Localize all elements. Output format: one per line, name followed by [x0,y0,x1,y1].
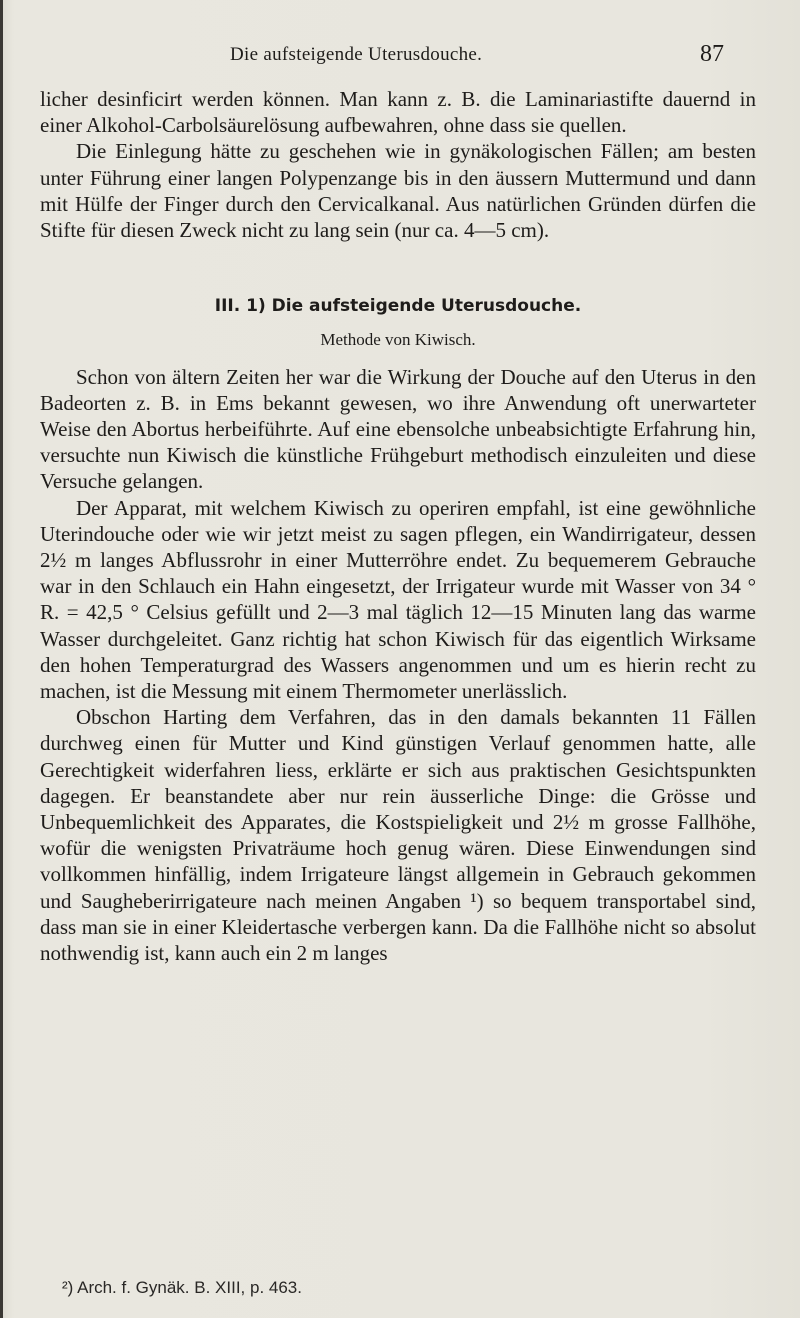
paragraph-5: Obschon Harting dem Verfahren, das in den damals bekannten 11 Fällen durchweg einen für Mutter und Kind günstigen Verlauf genommen hatte, alle Gerechtigkeit widerfahren liess, erklärte er sich aus praktischen Gesichtspunkten dagegen. Er beanstandete aber nur rein äusserliche Dinge: die Grösse und Unbequemlichkeit des Apparates, die Kostspieligkeit und 2½ m grosse Fallhöhe, wofür die wenigsten Privaträume hoch genug wären. Diese Einwendungen sind vollkommen hinfällig, indem Irrigateure längst allgemein in Gebrauch gekommen und Saugheberirrigateure nach meinen Angaben ¹) so bequem transportabel sind, dass man sie in einer Kleidertasche verbergen kann. Da die Fallhöhe nicht so absolut nothwendig ist, kann auch ein 2 m langes [40,705,756,966]
body-text [40,86,756,966]
page-number: 87 [700,41,724,67]
section-heading: III. 1) Die aufsteigende Uterusdouche. [214,296,582,317]
page-edge [0,0,3,1318]
paragraph-1: licher desinficirt werden können. Man kann z. B. die Laminariastifte dauernd in einer Alkohol-Carbolsäurelösung aufbewahren, ohne dass sie quellen. [40,87,756,138]
paragraph-3: Schon von ältern Zeiten her war die Wirkung der Douche auf den Uterus in den Badeorten z. B. in Ems bekannt gewesen, wo ihre Anwendung oft unerwarteter Weise den Abortus herbeiführte. Auf eine ebensolche unbeabsichtigte Erfahrung hin, versuchte nun Kiwisch die künstliche Frühgeburt methodisch einzuleiten und diese Versuche gelangen. [40,364,756,494]
running-head: Die aufsteigende Uterusdouche. [230,44,483,65]
paragraph-4: Der Apparat, mit welchem Kiwisch zu operiren empfahl, ist eine gewöhnliche Uterindouche oder wie wir jetzt meist zu sagen pflegen, ein Wandirrigateur, dessen 2½ m langes Abflussrohr in einer Mutterröhre endet. Zu bequemerem Gebrauche war in den Schlauch ein Hahn eingesetzt, der Irrigateur wurde mit Wasser von 34 ° R. = 42,5 ° Celsius gefüllt und 2—3 mal täglich 12—15 Minuten lang das warme Wasser durchgeleitet. Ganz richtig hat schon Kiwisch für das eigentlich Wirksame den hohen Temperaturgrad des Wassers angenommen und um es hierin recht zu machen, ist die Messung mit einem Thermometer unerlässlich. [40,495,756,704]
section-subheading: Methode von Kiwisch. [320,330,476,350]
paragraph-2: Die Einlegung hätte zu geschehen wie in gynäkologischen Fällen; am besten unter Führung einer langen Polypenzange bis in den äussern Muttermund und dann mit Hülfe der Finger durch den Cervicalkanal. Aus natürlichen Gründen dürfen die Stifte für diesen Zweck nicht zu lang sein (nur ca. 4—5 cm). [40,139,756,243]
page-header [0,41,800,74]
footnote: ²) Arch. f. Gynäk. B. XIII, p. 463. [62,1278,302,1297]
